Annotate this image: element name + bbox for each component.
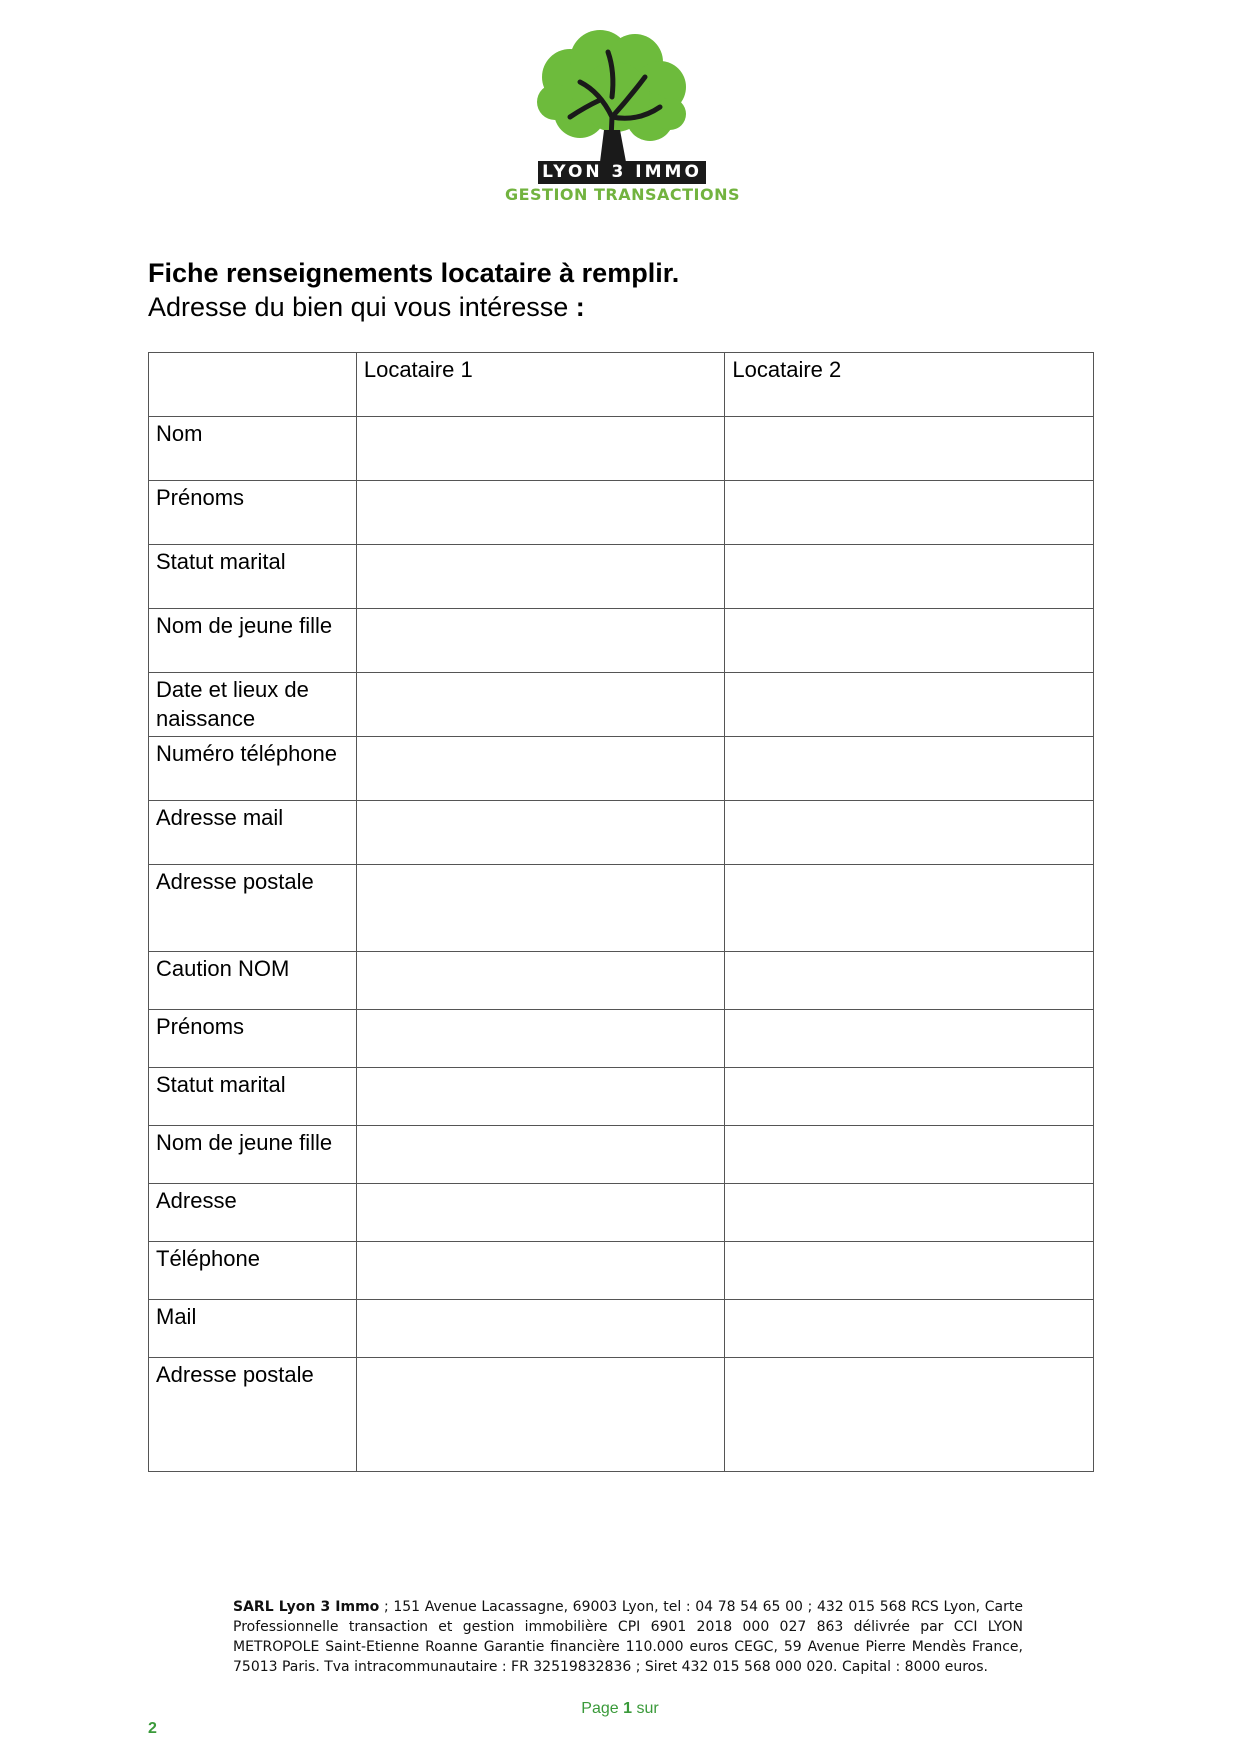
entry-cell-locataire-2[interactable] xyxy=(725,609,1094,673)
row-label: Caution NOM xyxy=(149,952,357,1010)
entry-cell-locataire-2[interactable] xyxy=(725,545,1094,609)
row-label: Nom de jeune fille xyxy=(149,1126,357,1184)
table-row xyxy=(149,1068,1094,1126)
row-label: Adresse postale xyxy=(149,865,357,952)
table-header-row xyxy=(149,353,1094,417)
pager-prefix: Page xyxy=(581,1700,624,1717)
entry-cell-locataire-2[interactable] xyxy=(725,1068,1094,1126)
company-logo xyxy=(500,22,760,212)
entry-cell-locataire-1[interactable] xyxy=(356,1068,725,1126)
entry-cell-locataire-1[interactable] xyxy=(356,609,725,673)
column-header xyxy=(149,353,357,417)
table-row xyxy=(149,481,1094,545)
entry-cell-locataire-2[interactable] xyxy=(725,865,1094,952)
column-header: Locataire 1 xyxy=(356,353,725,417)
table-row xyxy=(149,1242,1094,1300)
table-row xyxy=(149,801,1094,865)
row-label: Mail xyxy=(149,1300,357,1358)
footer-text: ; 151 Avenue Lacassagne, 69003 Lyon, tel : 04 78 54 65 00 ; 432 015 568 RCS Lyon, Carte Professionnelle transaction et gestion immobilière CPI 6901 2018 000 027 863 délivrée par CCI LYON METROPOLE Saint-Etienne Roanne Garantie financière 110.000 euros CEGC, 59 Avenue Pierre Mendès France, 75013 Paris. Tva intracommunautaire : FR 32519832836 ; Siret 432 015 568 000 020. Capital : 8000 euros. xyxy=(233,1599,1023,1675)
row-label: Adresse postale xyxy=(149,1358,357,1472)
column-header: Locataire 2 xyxy=(725,353,1094,417)
row-label: Téléphone xyxy=(149,1242,357,1300)
subtitle-text: Adresse du bien qui vous intéresse xyxy=(148,292,569,322)
page-number: 2 xyxy=(148,1720,157,1737)
entry-cell-locataire-1[interactable] xyxy=(356,1242,725,1300)
row-label: Prénoms xyxy=(149,1010,357,1068)
entry-cell-locataire-2[interactable] xyxy=(725,1242,1094,1300)
logo-tagline: GESTION TRANSACTIONS xyxy=(504,185,741,204)
entry-cell-locataire-1[interactable] xyxy=(356,673,725,737)
row-label: Statut marital xyxy=(149,545,357,609)
form-subtitle xyxy=(148,292,585,323)
entry-cell-locataire-1[interactable] xyxy=(356,1184,725,1242)
entry-cell-locataire-1[interactable] xyxy=(356,1300,725,1358)
entry-cell-locataire-1[interactable] xyxy=(356,1126,725,1184)
table-row xyxy=(149,737,1094,801)
row-label: Statut marital xyxy=(149,1068,357,1126)
entry-cell-locataire-2[interactable] xyxy=(725,1010,1094,1068)
row-label: Nom de jeune fille xyxy=(149,609,357,673)
entry-cell-locataire-1[interactable] xyxy=(356,952,725,1010)
table-row xyxy=(149,952,1094,1010)
entry-cell-locataire-2[interactable] xyxy=(725,481,1094,545)
row-label: Prénoms xyxy=(149,481,357,545)
tree-icon xyxy=(500,22,760,172)
table-row xyxy=(149,673,1094,737)
entry-cell-locataire-1[interactable] xyxy=(356,737,725,801)
tenant-info-table xyxy=(148,352,1094,1472)
table-row xyxy=(149,609,1094,673)
subtitle-colon: : xyxy=(575,292,585,322)
entry-cell-locataire-1[interactable] xyxy=(356,545,725,609)
entry-cell-locataire-1[interactable] xyxy=(356,1358,725,1472)
row-label: Adresse xyxy=(149,1184,357,1242)
entry-cell-locataire-2[interactable] xyxy=(725,417,1094,481)
logo-brand: LYON 3 IMMO xyxy=(538,161,706,184)
form-title: Fiche renseignements locataire à remplir. xyxy=(148,258,680,288)
entry-cell-locataire-1[interactable] xyxy=(356,1010,725,1068)
entry-cell-locataire-2[interactable] xyxy=(725,801,1094,865)
entry-cell-locataire-2[interactable] xyxy=(725,1358,1094,1472)
entry-cell-locataire-1[interactable] xyxy=(356,417,725,481)
row-label: Date et lieux de naissance xyxy=(149,673,357,737)
entry-cell-locataire-1[interactable] xyxy=(356,801,725,865)
pager-suffix: sur xyxy=(632,1700,659,1717)
entry-cell-locataire-2[interactable] xyxy=(725,1300,1094,1358)
table-row xyxy=(149,545,1094,609)
entry-cell-locataire-2[interactable] xyxy=(725,737,1094,801)
entry-cell-locataire-2[interactable] xyxy=(725,952,1094,1010)
table-row xyxy=(149,417,1094,481)
table-row xyxy=(149,1184,1094,1242)
entry-cell-locataire-2[interactable] xyxy=(725,1126,1094,1184)
entry-cell-locataire-1[interactable] xyxy=(356,481,725,545)
page-indicator xyxy=(0,1700,1240,1718)
entry-cell-locataire-2[interactable] xyxy=(725,673,1094,737)
pager-current: 1 xyxy=(623,1700,633,1717)
entry-cell-locataire-2[interactable] xyxy=(725,1184,1094,1242)
table-row xyxy=(149,1300,1094,1358)
row-label: Nom xyxy=(149,417,357,481)
company-legal-footer xyxy=(233,1597,1023,1677)
row-label: Numéro téléphone xyxy=(149,737,357,801)
entry-cell-locataire-1[interactable] xyxy=(356,865,725,952)
table-row xyxy=(149,1010,1094,1068)
table-row xyxy=(149,1126,1094,1184)
row-label: Adresse mail xyxy=(149,801,357,865)
footer-company: SARL Lyon 3 Immo xyxy=(233,1599,380,1615)
table-row xyxy=(149,865,1094,952)
table-row xyxy=(149,1358,1094,1472)
